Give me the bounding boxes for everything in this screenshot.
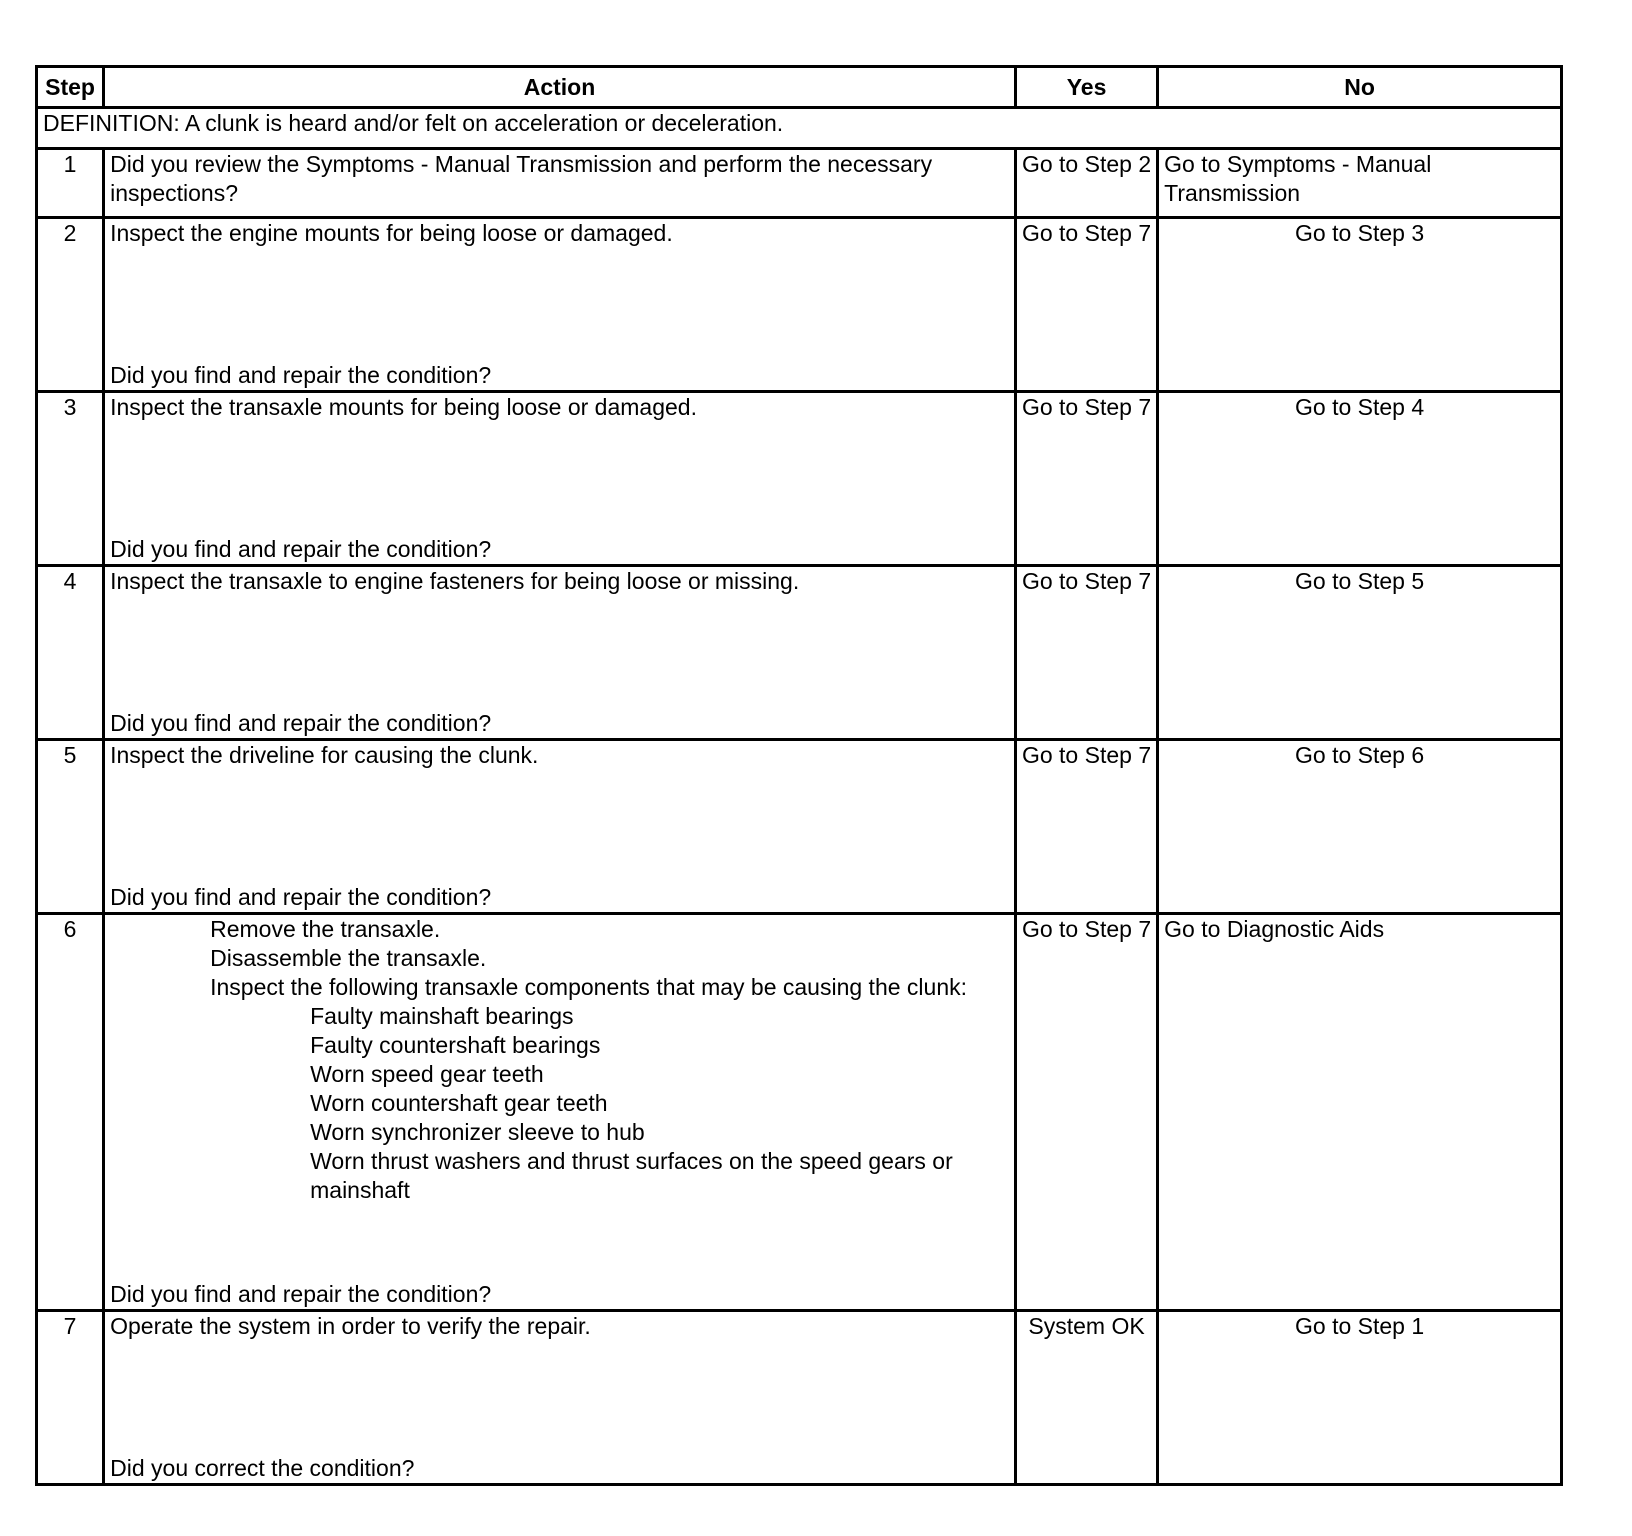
component-item: Faulty mainshaft bearings bbox=[310, 1003, 574, 1029]
step-number: 5 bbox=[37, 740, 104, 914]
no-result: Go to Step 6 bbox=[1158, 740, 1562, 914]
yes-result: Go to Step 7 bbox=[1015, 392, 1157, 566]
component-item: Worn synchronizer sleeve to hub bbox=[310, 1119, 645, 1145]
action-question: Did you find and repair the condition? bbox=[110, 536, 492, 562]
step-number: 6 bbox=[37, 914, 104, 1311]
yes-result: Go to Step 7 bbox=[1015, 566, 1157, 740]
action-question: Did you correct the condition? bbox=[110, 1455, 415, 1481]
step-number: 3 bbox=[37, 392, 104, 566]
action-text: Did you review the Symptoms - Manual Transmission and perform the necessary inspections? bbox=[110, 151, 933, 206]
yes-result: Go to Step 7 bbox=[1015, 740, 1157, 914]
no-result: Go to Step 3 bbox=[1158, 218, 1562, 392]
step-number: 4 bbox=[37, 566, 104, 740]
step-action bbox=[104, 566, 1016, 740]
diagnostic-table bbox=[35, 65, 1563, 1486]
definition-row bbox=[37, 108, 1562, 149]
definition-text: DEFINITION: A clunk is heard and/or felt on acceleration or deceleration. bbox=[37, 108, 1562, 149]
step-row-5 bbox=[37, 740, 1562, 914]
step-row-3 bbox=[37, 392, 1562, 566]
action-text: Inspect the engine mounts for being loose or damaged. bbox=[110, 220, 673, 246]
yes-result: System OK bbox=[1015, 1311, 1157, 1485]
step-number: 1 bbox=[37, 149, 104, 218]
no-result: Go to Step 5 bbox=[1158, 566, 1562, 740]
step-row-6 bbox=[37, 914, 1562, 1311]
no-result: Go to Diagnostic Aids bbox=[1158, 914, 1562, 1311]
yes-result: Go to Step 7 bbox=[1015, 914, 1157, 1311]
no-result: Go to Step 1 bbox=[1158, 1311, 1562, 1485]
step-action bbox=[104, 392, 1016, 566]
yes-result: Go to Step 2 bbox=[1015, 149, 1157, 218]
yes-result: Go to Step 7 bbox=[1015, 218, 1157, 392]
component-item: Worn speed gear teeth bbox=[310, 1061, 544, 1087]
action-question: Did you find and repair the condition? bbox=[110, 1281, 492, 1307]
action-question: Did you find and repair the condition? bbox=[110, 710, 492, 736]
step-row-1 bbox=[37, 149, 1562, 218]
step-action bbox=[104, 1311, 1016, 1485]
action-question: Did you find and repair the condition? bbox=[110, 884, 492, 910]
step-action bbox=[104, 218, 1016, 392]
action-list bbox=[110, 915, 1009, 1205]
action-text: Inspect the transaxle to engine fasteners for being loose or missing. bbox=[110, 568, 800, 594]
header-yes: Yes bbox=[1015, 67, 1157, 108]
action-item: Disassemble the transaxle. bbox=[210, 945, 487, 971]
component-item: Worn thrust washers and thrust surfaces on the speed gears or mainshaft bbox=[310, 1148, 953, 1203]
step-number: 7 bbox=[37, 1311, 104, 1485]
action-text: Inspect the transaxle mounts for being loose or damaged. bbox=[110, 394, 697, 420]
step-action bbox=[104, 740, 1016, 914]
action-question: Did you find and repair the condition? bbox=[110, 362, 492, 388]
no-result: Go to Symptoms - Manual Transmission bbox=[1158, 149, 1562, 218]
no-result: Go to Step 4 bbox=[1158, 392, 1562, 566]
action-text: Operate the system in order to verify the repair. bbox=[110, 1313, 591, 1339]
header-step: Step bbox=[37, 67, 104, 108]
step-row-2 bbox=[37, 218, 1562, 392]
component-item: Faulty countershaft bearings bbox=[310, 1032, 601, 1058]
step-action bbox=[104, 149, 1016, 218]
action-text: Inspect the driveline for causing the clunk. bbox=[110, 742, 539, 768]
step-action bbox=[104, 914, 1016, 1311]
header-no: No bbox=[1158, 67, 1562, 108]
component-item: Worn countershaft gear teeth bbox=[310, 1090, 608, 1116]
header-action: Action bbox=[104, 67, 1016, 108]
step-number: 2 bbox=[37, 218, 104, 392]
step-row-4 bbox=[37, 566, 1562, 740]
step-row-7 bbox=[37, 1311, 1562, 1485]
action-item: Remove the transaxle. bbox=[210, 916, 441, 942]
action-item: Inspect the following transaxle components that may be causing the clunk: bbox=[210, 974, 968, 1000]
header-row bbox=[37, 67, 1562, 108]
